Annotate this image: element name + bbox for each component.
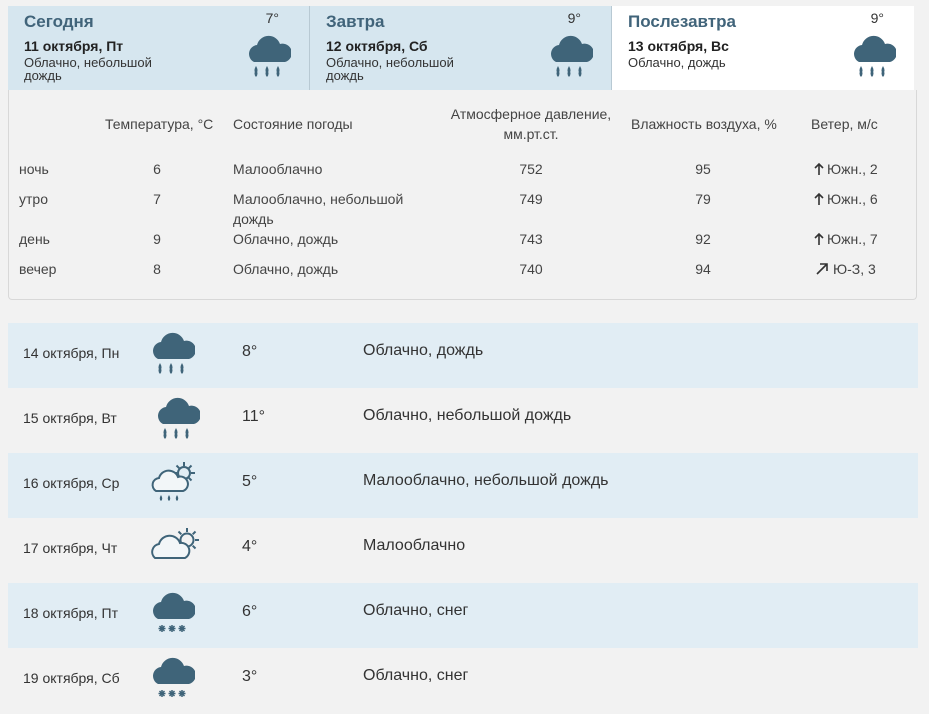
- tab-tomorrow[interactable]: [310, 6, 612, 90]
- day-temperature: 4°: [242, 538, 258, 555]
- header-pressure: [439, 104, 623, 144]
- day-condition: Облачно, дождь: [363, 342, 484, 359]
- wind-value: Южн., 2: [827, 161, 878, 177]
- day-row[interactable]: [8, 453, 918, 518]
- row-wind: [813, 189, 878, 209]
- row-condition: Малооблачно: [233, 161, 323, 177]
- row-period: день: [19, 231, 50, 247]
- rain-cloud-icon: [151, 329, 201, 379]
- tab-today[interactable]: [8, 6, 310, 90]
- sun-cloud-rain-icon: [151, 459, 201, 509]
- day-date: 15 октября, Вт: [23, 410, 117, 426]
- tab-condition: Облачно, дождь: [628, 55, 726, 70]
- row-pressure: 740: [519, 261, 543, 277]
- row-wind: [813, 159, 878, 179]
- day-condition: Малооблачно: [363, 537, 466, 554]
- day-date: 19 октября, Сб: [23, 670, 120, 686]
- wind-value: Южн., 6: [827, 191, 878, 207]
- rain-cloud-icon: [549, 32, 593, 82]
- tab-name: Сегодня: [24, 12, 94, 31]
- row-pressure: 749: [519, 191, 543, 207]
- tab-name: Послезавтра: [628, 12, 736, 31]
- row-condition: Облачно, дождь: [233, 231, 339, 247]
- tab-temperature: 9°: [870, 10, 884, 26]
- row-humidity: 94: [695, 261, 711, 277]
- day-temperature: 5°: [242, 473, 258, 490]
- day-temperature: 3°: [242, 668, 258, 685]
- day-date: 17 октября, Чт: [23, 540, 118, 556]
- day-temperature: 6°: [242, 603, 258, 620]
- tab-day-after-tomorrow[interactable]: [612, 6, 914, 90]
- row-temperature: 6: [153, 161, 161, 177]
- day-row[interactable]: [8, 583, 918, 648]
- day-tabs: [8, 6, 914, 90]
- rain-cloud-icon: [156, 394, 206, 444]
- header-humidity: Влажность воздуха, %: [631, 116, 777, 132]
- row-temperature: 8: [153, 261, 161, 277]
- row-pressure: 743: [519, 231, 543, 247]
- header-pressure-line1: Атмосферное давление,: [450, 106, 612, 122]
- day-date: 18 октября, Пт: [23, 605, 119, 621]
- day-temperature: 11°: [242, 408, 266, 425]
- row-wind: [815, 259, 876, 279]
- wind-value: Южн., 7: [827, 231, 878, 247]
- arrow-up-icon: [813, 162, 825, 176]
- tab-date: 12 октября, Сб: [326, 38, 428, 54]
- header-wind: Ветер, м/с: [811, 116, 878, 132]
- day-condition: Облачно, снег: [363, 602, 469, 619]
- row-condition: Малооблачно, небольшой: [233, 191, 404, 207]
- row-period: утро: [19, 191, 48, 207]
- header-temperature: Температура, °С: [105, 116, 214, 132]
- header-condition: Состояние погоды: [233, 116, 353, 132]
- day-row[interactable]: [8, 323, 918, 388]
- day-date: 16 октября, Ср: [23, 475, 120, 491]
- row-condition: Облачно, дождь: [233, 261, 339, 277]
- snow-cloud-icon: [151, 654, 201, 704]
- rain-cloud-icon: [247, 32, 291, 82]
- tab-date: 13 октября, Вс: [628, 38, 729, 54]
- row-period: вечер: [19, 261, 57, 277]
- row-wind: [813, 229, 878, 249]
- arrow-up-icon: [813, 192, 825, 206]
- row-pressure: 752: [519, 161, 543, 177]
- header-pressure-line2: мм.рт.ст.: [503, 126, 559, 142]
- day-row[interactable]: [8, 518, 918, 583]
- arrow-up-icon: [813, 232, 825, 246]
- tab-condition: Облачно, небольшой дождь: [24, 55, 152, 83]
- arrow-up-right-icon: [815, 262, 829, 276]
- row-condition-line2: дождь: [233, 211, 274, 227]
- tab-date: 11 октября, Пт: [24, 38, 124, 54]
- snow-cloud-icon: [151, 589, 201, 639]
- day-condition: Облачно, снег: [363, 667, 469, 684]
- day-condition: Облачно, небольшой дождь: [363, 407, 572, 424]
- row-temperature: 9: [153, 231, 161, 247]
- tab-name: Завтра: [326, 12, 385, 31]
- tab-temperature: 9°: [567, 10, 581, 26]
- tab-temperature: 7°: [265, 10, 279, 26]
- day-row[interactable]: [8, 648, 918, 713]
- day-row[interactable]: [8, 388, 918, 453]
- wind-value: Ю-З, 3: [833, 261, 876, 277]
- row-humidity: 92: [695, 231, 711, 247]
- row-temperature: 7: [153, 191, 161, 207]
- rain-cloud-icon: [852, 32, 896, 82]
- detail-panel: [8, 90, 917, 300]
- sun-cloud-icon: [151, 524, 201, 574]
- day-temperature: 8°: [242, 343, 258, 360]
- row-period: ночь: [19, 161, 49, 177]
- row-humidity: 79: [695, 191, 711, 207]
- day-condition: Малооблачно, небольшой дождь: [363, 472, 609, 489]
- row-humidity: 95: [695, 161, 711, 177]
- day-date: 14 октября, Пн: [23, 345, 120, 361]
- tab-condition: Облачно, небольшой дождь: [326, 55, 454, 83]
